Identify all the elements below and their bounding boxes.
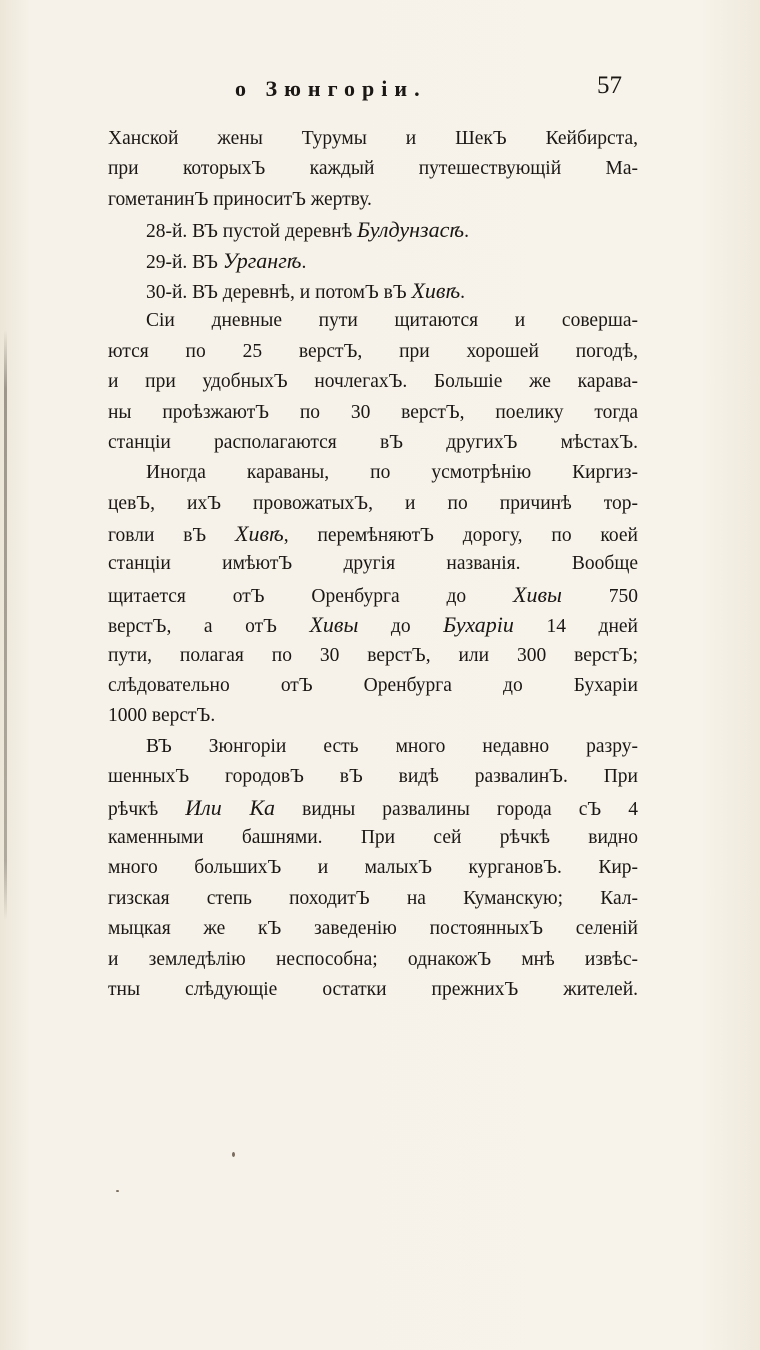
place-name: Хивы [513, 581, 562, 607]
running-head: о Зюнгоріи. [235, 76, 427, 101]
text-line [108, 246, 638, 276]
text-line: Иногда караваны, по усмотрѣнію Киргиз- [146, 462, 638, 484]
text-span: видны развалины города сЪ 4 [275, 798, 638, 820]
text-span: до [358, 616, 444, 638]
text-span: 29-й. ВЪ [146, 251, 223, 273]
text-line: мыцкая же кЪ заведенію постоянныхЪ селеній [108, 918, 638, 940]
text-line [108, 580, 638, 610]
text-span: щитается отЪ Оренбурга до [108, 585, 514, 607]
text-line: ВЪ Зюнгоріи есть много недавно разру- [146, 735, 638, 757]
text-line: гизская степь походитЪ на Куманскую; Кал- [108, 887, 638, 909]
text-span: рѣчкѣ [108, 798, 186, 820]
text-span: 750 [561, 585, 638, 607]
text-line: при которыхЪ каждый путешествующій Ма- [108, 158, 638, 180]
text-line: гометанинЪ приноситЪ жертву. [108, 188, 372, 210]
place-name: Булдунзасѣ [357, 217, 465, 243]
place-name: Хивѣ [411, 277, 461, 303]
paper-speck [232, 1152, 235, 1157]
place-name: Ургангѣ [222, 247, 302, 273]
paper-speck [116, 1190, 119, 1192]
text-span: . [301, 251, 307, 273]
text-span: 28-й. ВЪ пустой деревнѣ [146, 221, 358, 243]
text-line: станціи имѣютЪ другія названія. Вообще [108, 553, 638, 575]
place-name: Хивы [309, 612, 359, 638]
text-line: ются по 25 верстЪ, при хорошей погодѣ, [108, 340, 638, 362]
text-span: 30-й. ВЪ деревнѣ, и потомЪ вЪ [146, 281, 412, 303]
page-header [235, 72, 635, 112]
text-line: цевЪ, ихЪ провожатыхЪ, и по причинѣ тор- [108, 492, 638, 514]
text-line: слѣдовательно отЪ Оренбурга до Бухаріи [108, 675, 638, 697]
text-line [108, 276, 638, 306]
text-line: ны проѣзжаютЪ по 30 верстЪ, поелику тогда [108, 401, 638, 423]
place-name: Бухаріи [443, 612, 514, 638]
text-line: пути, полагая по 30 верстЪ, или 300 верстЪ; [108, 644, 638, 666]
text-line [108, 610, 638, 640]
text-span: , перемѣняютЪ дорогу, по коей [283, 525, 638, 547]
text-span: . [464, 221, 469, 243]
body-text [108, 124, 638, 1005]
text-line: шенныхЪ городовЪ вЪ видѣ развалинЪ. При [108, 766, 638, 788]
text-line: каменными башнями. При сей рѣчкѣ видно [108, 826, 638, 848]
text-line [108, 793, 638, 823]
text-line: Сіи дневные пути щитаются и соверша- [146, 310, 638, 332]
text-line: и земледѣлію неспособна; однакожЪ мнѣ извѣс- [108, 948, 638, 970]
text-span: 14 дней [513, 616, 638, 638]
text-span: верстЪ, а отЪ [108, 616, 310, 638]
text-line: Ханской жены Турумы и ШекЪ Кейбирста, [108, 128, 638, 149]
page-number: 57 [597, 72, 622, 99]
text-span: говли вЪ [108, 525, 236, 547]
text-line: много большихЪ и малыхЪ кургановЪ. Кир- [108, 857, 638, 879]
place-name: Хивѣ [235, 521, 284, 547]
text-span: . [460, 281, 466, 303]
place-name: Или Ка [185, 794, 276, 820]
text-line [108, 215, 638, 245]
text-line: и при удобныхЪ ночлегахЪ. Большіе же карава- [108, 371, 638, 393]
text-line: тны слѣдующіе остатки прежнихЪ жителей. [108, 978, 638, 1000]
page-edge-shadow [4, 330, 7, 920]
text-line: 1000 верстЪ. [108, 705, 216, 727]
text-line: станціи располагаются вЪ другихЪ мѣстахЪ. [108, 431, 638, 453]
text-line [108, 519, 638, 549]
